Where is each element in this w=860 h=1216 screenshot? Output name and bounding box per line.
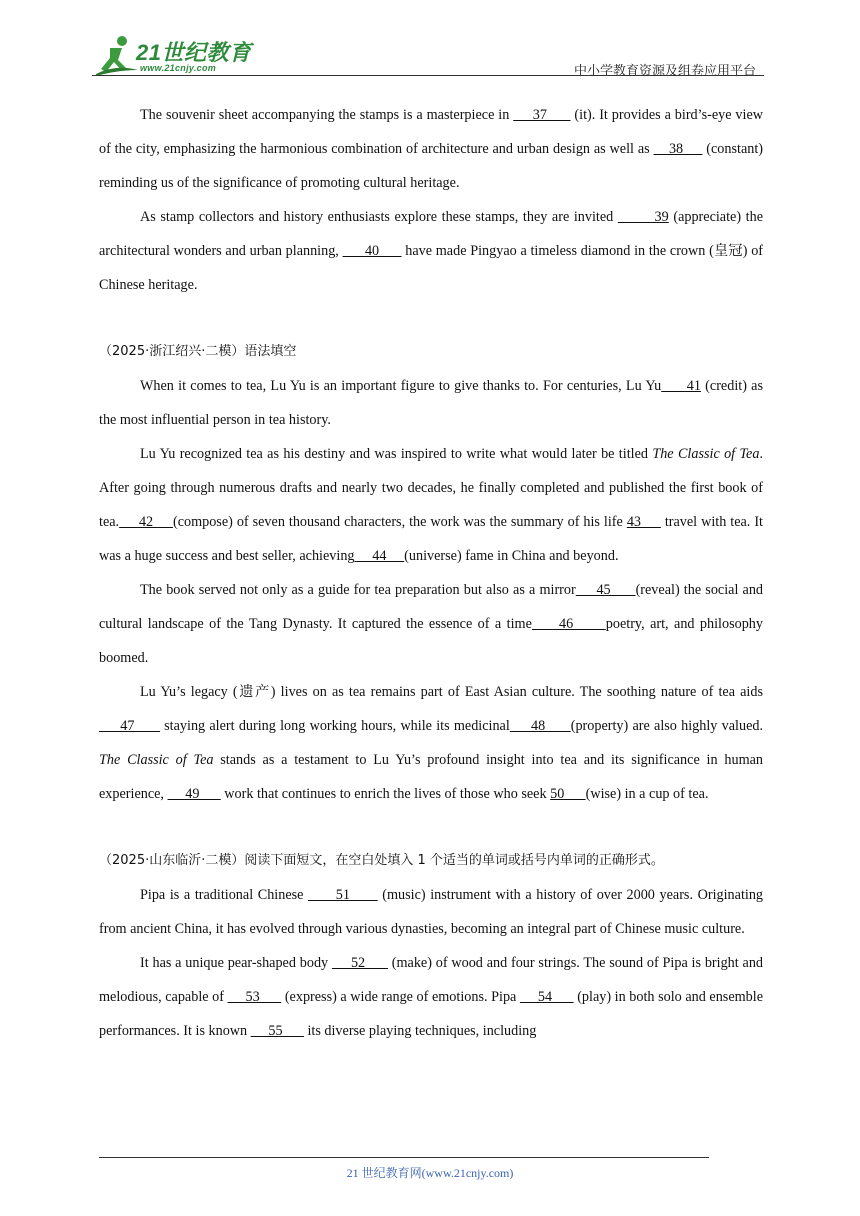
blank-38[interactable]: 38 xyxy=(653,141,703,157)
blank-47[interactable]: 47 xyxy=(99,718,160,734)
blank-50[interactable]: 50 xyxy=(550,786,586,802)
blank-37[interactable]: 37 xyxy=(513,107,571,123)
paragraph: It has a unique pear-shaped body 52 (make) of wood and four strings. The sound of Pipa is bright and melodious, capable of 53 (express) a wide range of emotions. Pipa 54 (play) in both solo and ensemble performances. It is known 55 its diverse playing techniques, including xyxy=(99,955,764,1039)
book-title: The Classic of Tea xyxy=(99,752,214,768)
blank-53[interactable]: 53 xyxy=(227,989,282,1005)
blank-52[interactable]: 52 xyxy=(331,955,388,971)
blank-51[interactable]: 51 xyxy=(308,887,378,903)
platform-name: 中小学教育资源及组卷应用平台 xyxy=(573,64,756,79)
blank-39[interactable]: 39 xyxy=(617,209,669,225)
blank-55[interactable]: 55 xyxy=(250,1023,304,1039)
paragraph: The book served not only as a guide for tea preparation but also as a mirror 45 (reveal) the social and cultural landscape of the Tang Dynasty. It captured the essence of a time 46 poetry, art, and philosophy boomed. xyxy=(99,582,764,666)
blank-46[interactable]: 46 xyxy=(531,616,606,632)
logo-main-text: 21世纪教育 xyxy=(136,40,252,65)
book-title: The Classic of Tea xyxy=(652,446,760,462)
page-footer[interactable]: 21 世纪教育网(www.21cnjy.com) xyxy=(346,1166,514,1180)
section-heading: （2025·浙江绍兴·二模）语法填空 xyxy=(99,344,297,359)
site-logo xyxy=(92,34,262,78)
blank-43[interactable]: 43 xyxy=(626,514,661,530)
blank-41[interactable]: 41 xyxy=(661,378,701,394)
blank-48[interactable]: 48 xyxy=(509,718,571,734)
blank-42[interactable]: 42 xyxy=(119,514,173,530)
blank-45[interactable]: 45 xyxy=(575,582,636,598)
section-heading: （2025·山东临沂·二模）阅读下面短文，在空白处填入 1 个适当的单词或括号内单词的正确形式。 xyxy=(99,853,664,868)
paragraph: When it comes to tea, Lu Yu is an important figure to give thanks to. For centuries, Lu Yu 41 (credit) as the most influential person in tea history. xyxy=(99,378,763,428)
logo-url-text: www.21cnjy.com xyxy=(140,63,217,73)
paragraph: Pipa is a traditional Chinese 51 (music) instrument with a history of over 2000 years. Originating from ancient China, it has evolved through various dynasties, becoming an integral part of Chinese music culture. xyxy=(99,887,764,937)
document-body xyxy=(99,98,763,1048)
paragraph: As stamp collectors and history enthusiasts explore these stamps, they are invited 39 (appreciate) the architectural wonders and urban planning, 40 have made Pingyao a timeless diamond in the crown (皇冠) of Chinese heritage. xyxy=(99,209,764,293)
page-header xyxy=(92,30,764,78)
footer-divider xyxy=(99,1157,709,1158)
blank-44[interactable]: 44 xyxy=(354,548,405,564)
blank-40[interactable]: 40 xyxy=(342,243,402,259)
runner-icon xyxy=(92,34,140,78)
paragraph: The souvenir sheet accompanying the stamps is a masterpiece in 37 (it). It provides a bird’s-eye view of the city, emphasizing the harmonious combination of architecture and urban design as well as 38 (constant) reminding us of the significance of promoting cultural heritage. xyxy=(99,107,764,191)
header-divider xyxy=(92,75,764,76)
blank-54[interactable]: 54 xyxy=(519,989,574,1005)
paragraph: Lu Yu’s legacy (遗产) lives on as tea remains part of East Asian culture. The soothing nature of tea aids 47 staying alert during long working hours, while its medicinal 48 (property) are also highly valued. The Classic of Tea stands as a testament to Lu Yu’s profound insight into tea and its significance in human experience, 49 work that continues to enrich the lives of those who seek 50 (wise) in a cup of tea. xyxy=(99,684,764,802)
blank-49[interactable]: 49 xyxy=(167,786,221,802)
paragraph: Lu Yu recognized tea as his destiny and was inspired to write what would later be titled The Classic of Tea. After going through numerous drafts and nearly two decades, he finally completed and published the first book of tea. 42 (compose) of seven thousand characters, the work was the summary of his life 43 travel with tea. It was a huge success and best seller, achieving 44 (universe) fame in China and beyond. xyxy=(99,446,763,564)
